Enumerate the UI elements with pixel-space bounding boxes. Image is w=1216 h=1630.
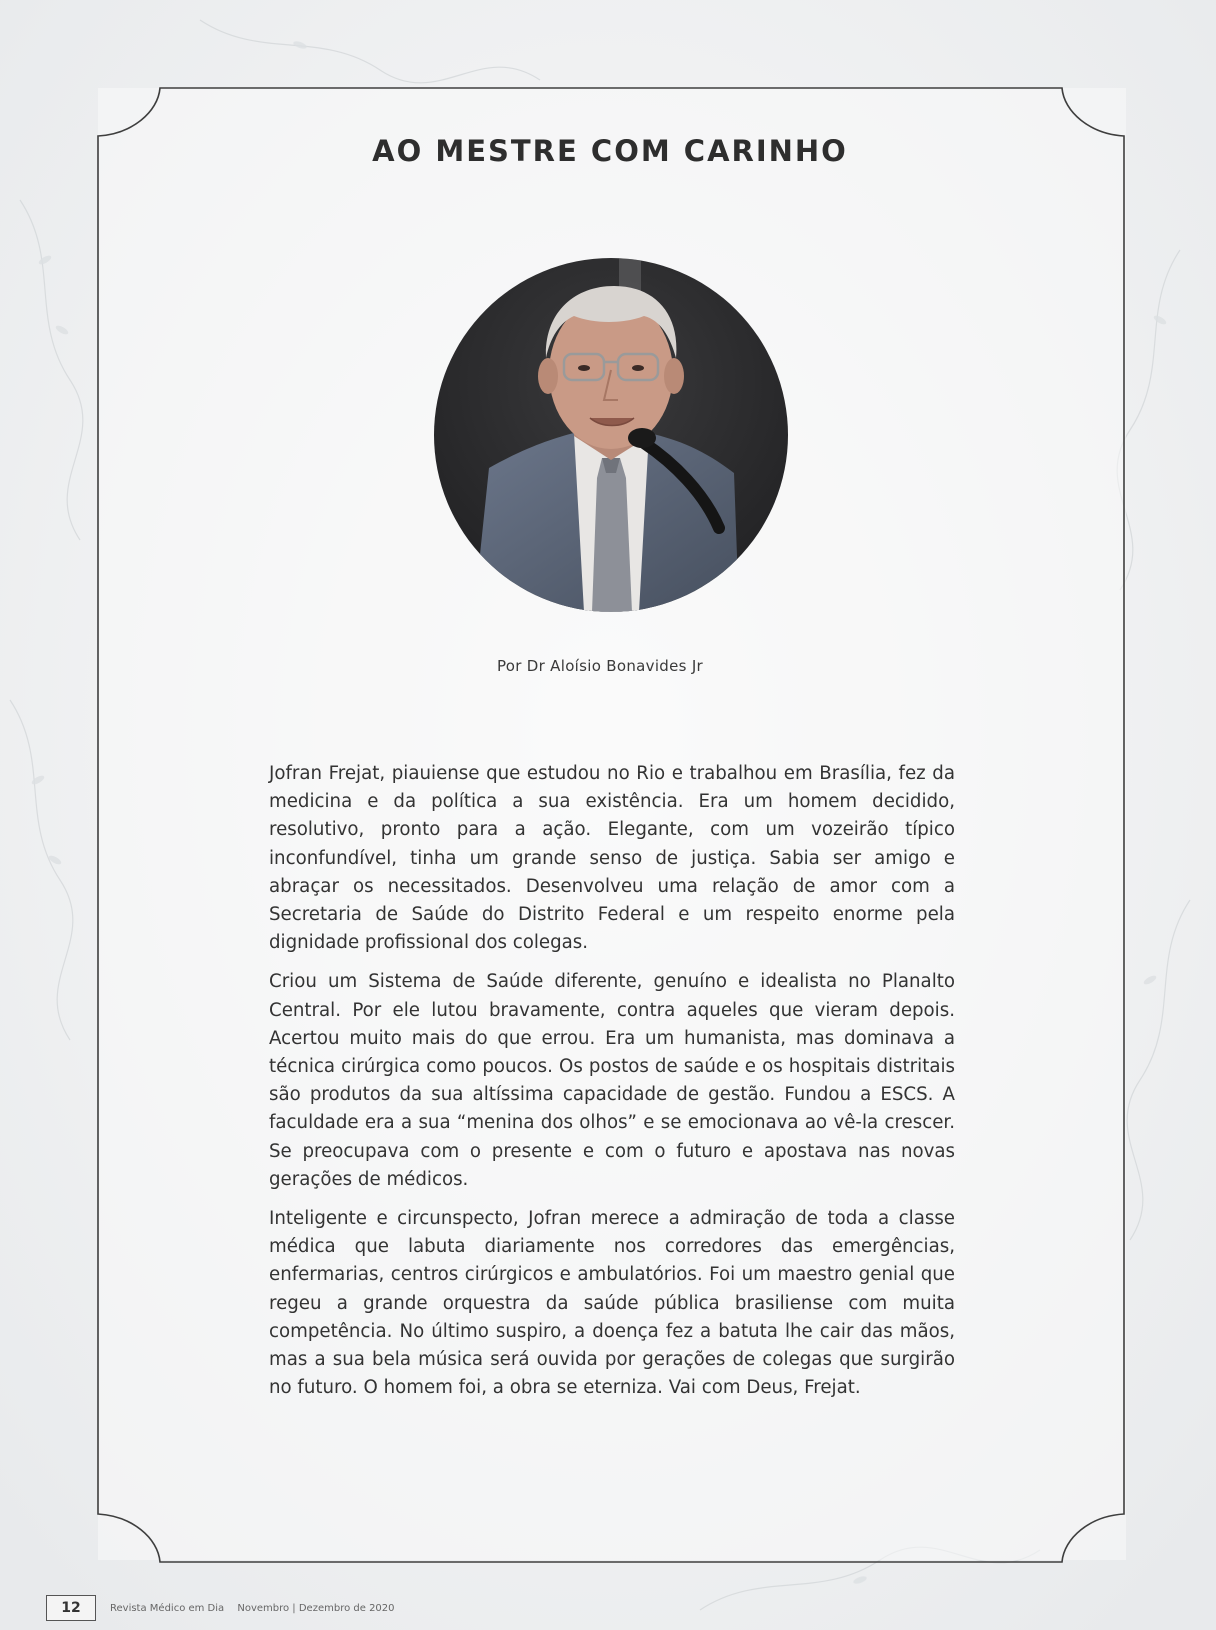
portrait-photo	[434, 258, 788, 612]
article-paragraph: Criou um Sistema de Saúde diferente, genuíno e idealista no Planalto Central. Por ele lutou bravamente, contra aqueles que vieram depois. Acertou muito mais do que errou. Era um humanista, mas dominava a técnica cirúrgica como poucos. Os postos de saúde e os hospitais distritais são produtos da sua altíssima capacidade de gestão. Fundou a ESCS. A faculdade era a sua “menina dos olhos” e se emocionava ao vê-la crescer. Se preocupava com o presente e com o futuro e apostava nas novas gerações de médicos.	[269, 971, 955, 1190]
footer-publication-info	[110, 1603, 405, 1614]
page-number: 12	[46, 1595, 96, 1621]
page-title: AO MESTRE COM CARINHO	[372, 134, 848, 168]
article-body	[269, 760, 955, 1413]
author-byline: Por Dr Aloísio Bonavides Jr	[496, 657, 704, 675]
page-footer	[46, 1594, 405, 1622]
article-paragraph: Inteligente e circunspecto, Jofran merece a admiração de toda a classe médica que labuta diariamente nos corredores das emergências, enfermarias, centros cirúrgicos e ambulatórios. Foi um maestro genial que regeu a grande orquestra da saúde pública brasiliense com muita competência. No último suspiro, a doença fez a batuta lhe cair das mãos, mas a sua bela música será ouvida por gerações de colegas que surgirão no futuro. O homem foi, a obra se eterniza. Vai com Deus, Frejat.	[269, 1208, 955, 1399]
publication-name: Revista Médico em Dia	[110, 1602, 225, 1614]
issue-date: Novembro | Dezembro de 2020	[237, 1602, 395, 1614]
article-paragraph: Jofran Frejat, piauiense que estudou no Rio e trabalhou em Brasília, fez da medicina e da política a sua existência. Era um homem decidido, resolutivo, pronto para a ação. Elegante, com um vozeirão típico inconfundível, tinha um grande senso de justiça. Sabia ser amigo e abraçar os necessitados. Desenvolveu uma relação de amor com a Secretaria de Saúde do Distrito Federal e um respeito enorme pela dignidade profissional dos colegas.	[269, 763, 955, 954]
